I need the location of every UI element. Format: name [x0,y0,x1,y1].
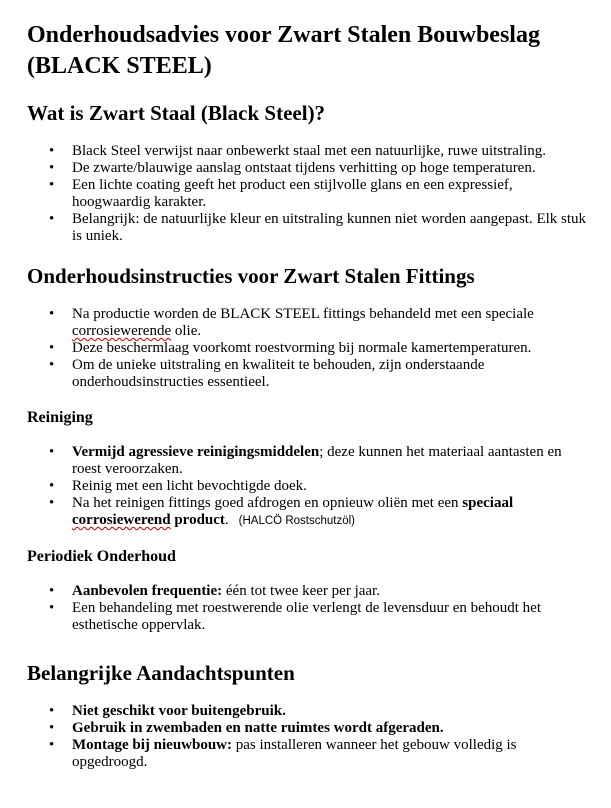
text-run: Een behandeling met roestwerende olie verlengt de levensduur en behoudt het esthetische oppervlak. [72,600,541,633]
list-item [27,444,587,478]
bullet-list-onderhoudsinstructies [27,306,587,391]
text-run: (HALCÖ Rostschutzöl) [238,515,355,527]
section-heading-onderhoudsinstructies: Onderhoudsinstructies voor Zwart Stalen Fittings [27,264,475,288]
text-run: corrosiewerend [72,512,171,528]
text-run: ; deze kunnen het materiaal aantasten en roest veroorzaken. [72,444,562,477]
text-run: Na het reinigen fittings goed afdrogen en opnieuw oliën met een [72,495,463,511]
text-run: pas installeren wanneer het gebouw volledig is opgedroogd. [72,737,517,770]
subsection-heading-periodiek-onderhoud: Periodiek Onderhoud [27,548,176,565]
list-item [27,160,587,177]
section-heading-wat-is-zwart-staal: Wat is Zwart Staal (Black Steel)? [27,101,326,125]
list-item [27,211,587,245]
document-title: Onderhoudsadvies voor Zwart Stalen Bouwbeslag (BLACK STEEL) [27,22,540,79]
list-item [27,600,587,634]
list-item [27,720,587,737]
bullet-list-periodiek-onderhoud [27,583,587,634]
section-heading-belangrijke-aandachtspunten: Belangrijke Aandachtspunten [27,661,295,685]
text-run: speciaal [462,495,514,511]
list-item [27,357,587,391]
text-run: Reinig met een licht bevochtigde doek. [72,478,307,494]
bullet-list-wat-is-zwart-staal [27,143,587,245]
text-run: Belangrijk: de natuurlijke kleur en uitstraling kunnen niet worden aangepast. Elk stuk is uniek. [72,211,587,244]
list-item [27,143,587,160]
list-item [27,583,587,600]
text-run: Deze beschermlaag voorkomt roestvorming bij normale kamertemperaturen. [72,340,532,356]
text-run: corrosiewerende [72,323,172,339]
text-run: Een lichte coating geeft het product een stijlvolle glans en een expressief, hoogwaardig karakter. [72,177,513,210]
list-item [27,737,587,771]
text-run: Om de unieke uitstraling en kwaliteit te behouden, zijn onderstaande onderhoudsinstructies essentieel. [72,357,485,390]
list-item [27,340,587,357]
text-run: één tot twee keer per jaar. [222,583,380,599]
list-item [27,478,587,495]
text-run: Aanbevolen frequentie: [72,583,223,599]
subsection-heading-reiniging: Reiniging [27,409,93,426]
text-run: Black Steel verwijst naar onbewerkt staal met een natuurlijke, ruwe uitstraling. [72,143,547,159]
text-run: Montage bij nieuwbouw: [72,737,233,753]
list-item [27,495,587,530]
bullet-list-belangrijke-aandachtspunten [27,703,587,771]
text-run: olie. [171,323,202,339]
bullet-list-reiniging [27,444,587,530]
text-run: Niet geschikt voor buitengebruik. [72,703,286,719]
list-item [27,177,587,211]
list-item [27,306,587,340]
text-run: De zwarte/blauwige aanslag ontstaat tijdens verhitting op hoge temperaturen. [72,160,536,176]
text-run: Na productie worden de BLACK STEEL fittings behandeld met een speciale [72,306,534,322]
text-run: . [224,512,229,528]
text-run: product [170,512,225,528]
text-run: Gebruik in zwembaden en natte ruimtes wordt afgeraden. [72,720,444,736]
list-item [27,703,587,720]
text-run: Vermijd agressieve reinigingsmiddelen [72,444,320,460]
